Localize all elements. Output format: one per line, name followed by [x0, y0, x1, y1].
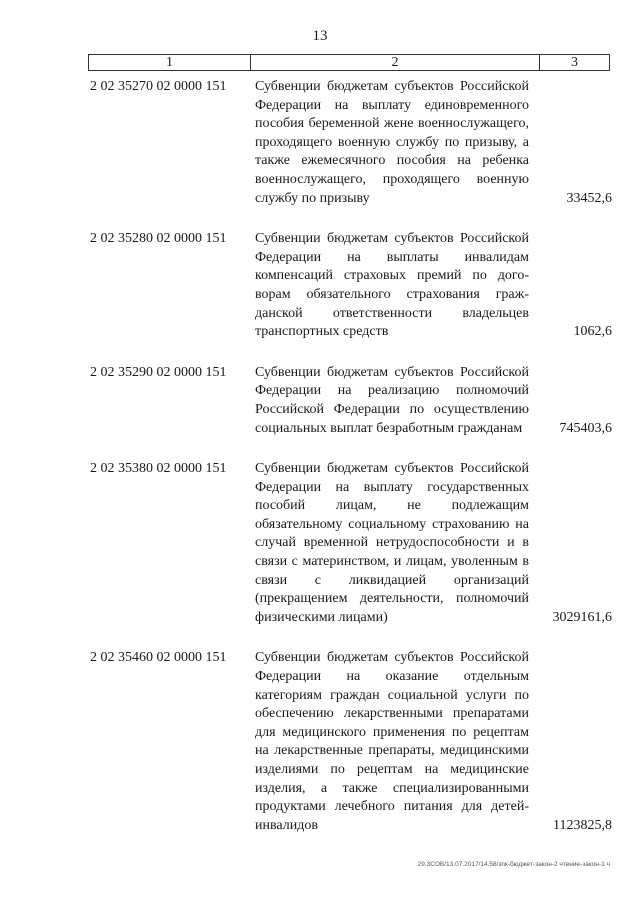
column-header-3: 3 — [571, 55, 578, 70]
table-row — [0, 364, 640, 438]
budget-code: 2 02 35460 02 0000 151 — [90, 650, 227, 666]
budget-code: 2 02 35280 02 0000 151 — [90, 231, 227, 247]
table-body — [0, 78, 640, 857]
table-row — [0, 230, 640, 342]
budget-code: 2 02 35290 02 0000 151 — [90, 364, 227, 380]
table-row — [0, 78, 640, 208]
page-number: 13 — [312, 28, 328, 44]
row-description: Субвенции бюджетам субъектов Российской Федерации на реализацию полномочий Российской Федерации по осуществлению социальных выплат безработным гражданам — [255, 364, 529, 436]
table-header — [88, 54, 610, 71]
row-amount: 33452,6 — [566, 190, 612, 206]
row-description: Субвенции бюджетам субъектов Российской Федерации на оказание отдельным категориям граждан социальной услуги по обеспечению лекарственными препаратами для медицинского применения по рецептам на лекарственные препараты, медицинскими изделиями по рецептам на медицинские изделия, а также специализированными продуктами лечебного питания для детей-инвалидов — [255, 650, 529, 833]
budget-code: 2 02 35270 02 0000 151 — [90, 79, 227, 94]
column-header-1: 1 — [89, 55, 251, 70]
column-header-2: 2 — [251, 55, 540, 70]
row-description: Субвенции бюджетам субъектов Российской Федерации на выплаты инвалидам компенсаций страховых премий по договорам обязательного страхования гражданской ответственности владельцев транспортных средств — [255, 231, 529, 340]
footer-note: 29.3СОВ/13.07.2017/14.58/зпк-бюджет-закон-2 чтение-закон-1 ч — [417, 861, 610, 868]
table-row — [0, 649, 640, 835]
budget-code: 2 02 35380 02 0000 151 — [90, 461, 227, 477]
table-row — [0, 460, 640, 627]
row-description: Субвенции бюджетам субъектов Российской Федерации на выплату государственных пособий лицам, не подлежащим обязательному социальному страхованию на случай временной нетрудоспособности и в связи с материнством, и лицам, уволенным в связи с ликвидацией организаций (прекращением деятельности, полномочий физическими лицами) — [255, 461, 529, 625]
row-amount: 1123825,8 — [553, 817, 612, 833]
row-amount: 3029161,6 — [552, 609, 612, 625]
row-amount: 1062,6 — [573, 324, 612, 340]
row-amount: 745403,6 — [559, 420, 612, 436]
row-description: Субвенции бюджетам субъектов Российской Федерации на выплату единовременного пособия беременной жене военнослужащего, проходящего военную службу по призыву, а также ежемесячного пособия на ребенка военнослужащего, проходящего военную службу по призыву — [255, 79, 529, 206]
